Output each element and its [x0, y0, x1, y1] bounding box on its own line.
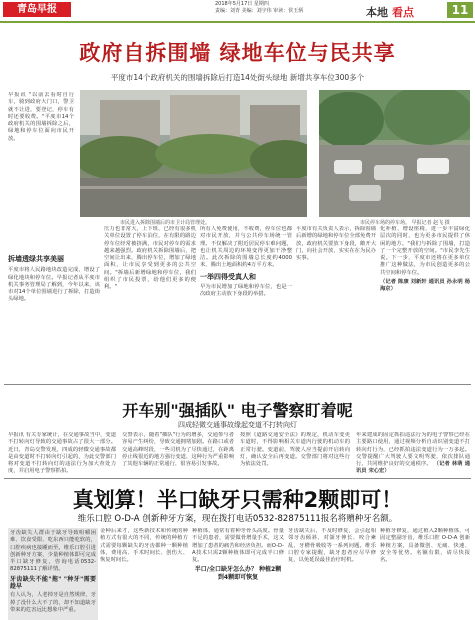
story2-col1: 早报讯 有关专家统计，在交通事故当中，变道不打转向灯导致的交通事故占了很大一部分。近日，青岛交警发现，四成的轻微交通事故都是由变道时不打转向灯引起的，为此交警部门将对变道不打转向灯的违法行为加大查处力度，并启用电子警察抓拍。	[8, 432, 116, 475]
story2-col3: 按照《道路交通安全法》的规定，机动车变更车道时，不得影响相关车道内行驶的机动车的正常行驶。变道前，驾驶人应当提前开启转向灯，确认安全后再变道。交警部门将对这些行为依法处罚。	[240, 432, 350, 468]
story1-col1-lead: 早报讯 "以前去看时自行车，骑到政府大门口，警卫就不让进，要登记，停车有时还要收费。"平度市14个政府机关的围墙拆除之后，绿地和停车位面向市民开放。	[8, 92, 74, 142]
story1-col5-body: 化补植、增设座椅，进一步丰富绿化层次的同时，也为更多市民提供了休闲的地方。"我们与拆除了围墙，打造了一个完整开放的空间。"市民李先生说。下一步，平度市还将在更多单位推广这种做法，为市民创造更多的公共空间和停车位。	[380, 226, 470, 276]
story1-subhead: 平度市14个政府机关的围墙拆除后打造14处街头绿地 新增共享车位300多个	[110, 73, 365, 82]
story1-col3-body2: 早为市民增加了绿地和停车位，也是一次政府主动放下身段的举措。	[200, 284, 292, 298]
story1-photo1-caption: 市民进入拆除围墙后的市卫计局管理处。	[120, 220, 211, 226]
story1-col2: 压力也非常大，上下班，已经有很多机关单位设置了停车泊位，在有限的路边停车位经常被挤满，市民对停车的需求越来越强烈。政府机关拆除围墙后，把空间让出来，腾出停车位，增加了绿地面积，让市民享受到更多的公共空间。"拆墙后新增绿地和停车位，我们组织了市民投票，给他们更多的便利。"	[104, 226, 196, 291]
story3-col5: 种植牙修复，通过植入2颗种植体，可固定整副牙齿，维乐口腔 O-D-A 创新种植方案，具备微创、无痛、快速、安全等优势。名额有限，请尽快报名。	[380, 528, 470, 564]
editor-line: 责编：刘青 美编：刘宇伟 审读：侯玉炳	[215, 8, 304, 14]
story1-photo-park	[80, 90, 307, 217]
masthead	[0, 0, 475, 20]
header-divider	[0, 21, 475, 23]
park-photo-illustration	[80, 90, 307, 217]
story1-photo2-caption: 市民停车场的停车场。 早报记者 赵飞 摄	[360, 220, 450, 226]
story1-section-heading-2: 一举四得受真人和	[200, 272, 256, 281]
story1-col4: 平度市有关负责人表示，拆除围墙后新增的绿地和停车位全部免费开放，政府机关要放下身段，敞开大门，向社会开放，实实在在为民办实事。	[296, 226, 376, 262]
story2-col4	[356, 432, 470, 476]
story1-headline: 政府自拆围墙 绿地车位与民共享	[79, 41, 396, 65]
story3-box-text: 牙齿缺失人群由于缺牙导致咀嚼困难、饮食受限、吃东西只能吃软的，口腔疾病也接踵而至。维乐口腔引进创新种牙方案，少量种植体即可完成半口缺牙修复，咨询电话0532-82875111了解详情。	[10, 530, 96, 573]
story1-col1-body: 平度市将人民路地块改造完成，增设了绿化地块和停车位。早报记者从平度市机关事务管理局了解到，今年以来，该市对14个单位围墙进行了拆除，打造街头绿地。	[8, 267, 100, 303]
story1-col1	[8, 226, 100, 371]
story1-photo-parking	[319, 90, 470, 217]
story-divider-1	[4, 384, 471, 385]
newspaper-logo: 青岛早报	[3, 2, 71, 17]
story3-col4: 牙齿缺失后，不及时修复，会引起相邻牙齿倾斜、对颌牙伸长、咬合紊乱、牙槽骨吸收等一系列问题。维乐口腔专家提醒，缺牙患者应尽早修复，以免延误最佳治疗时机。	[288, 528, 376, 564]
story3-section-heading: 半口/全口缺牙怎么办？ 种植2颗到4颗即可恢复	[194, 566, 282, 581]
section-accent: 看点	[392, 6, 414, 19]
story3-box-body: 有人认为，人老掉牙是自然规律，牙掉了没什么大不了的，却不知道缺牙带来的危害远比想象中严重。	[10, 592, 96, 613]
story3-subhead: 维乐口腔 O-D-A 创新种牙方案，现在拨打电话0532-82875111报名将赠种牙名额。	[77, 514, 398, 524]
story3-col3-body: 种植体，通常有着种牙骨头高度。骨量不足的患者，需要做骨增量手术，这又增加了患者的痛苦和经济负担。而O-D-A技术只需2颗种植体即可完成半口修复。	[192, 528, 284, 564]
story3-box-heading: 牙齿缺失不能"拖" "种牙"需要趁早	[10, 575, 96, 591]
masthead-meta	[215, 1, 303, 15]
story3-col2: 金种后来才，这些新技术和传统的种植方式有很大的不同，传统的种植方式需要每颗缺失的牙齿都种一颗种植体，费用高、手术时间长、创伤大、恢复时间长。	[100, 528, 188, 564]
story3-sidebar-box	[8, 528, 98, 620]
story2-col2: 交警表示，随着"插队"行为的增多，交通参与者容易产生纠纷，导致交通拥堵加剧。在路口或者交通高峰时段，一些司机为了尽快通过，在距离停止线很近的地方强行变道，这种行为严重影响了其他车辆的正常通行，很容易引发事故。	[122, 432, 234, 468]
page-number: 11	[447, 2, 473, 18]
date-line: 2018年5月17日 星期四	[215, 1, 269, 7]
story1-col3	[200, 226, 292, 371]
story1-byline: （记者 陈康 刘新轩 通讯员 孙永明 杨海京）	[380, 279, 470, 293]
story1-section-heading-1: 拆墙透绿共享美丽	[8, 255, 64, 263]
story2-byline: （记者 林萌 通讯员 宋心宏）	[356, 461, 470, 475]
story2-headline: 开车别"强插队" 电子警察盯着呢	[122, 401, 353, 420]
section-name: 本地	[366, 6, 388, 19]
story3-col3	[192, 528, 284, 616]
story1-col3-body: 所有人免费使用，不收费，停车位也都对市民开放，并与公共停车场统一管理。不仅解决了附近居民停车难问题，也让机关周边的环境变得更加干净整洁。此次拆除的围墙总长度约4000米，腾出土地面积约4万平方米。	[200, 226, 292, 269]
story1-col5	[380, 226, 470, 371]
story3-headline: 真划算！半口缺牙只需种2颗即可！	[72, 488, 403, 512]
story2-col4-body: 年来建成的固定抓拍违法行为的电子警察已经在主要路口使用，通过视频分析自动识别变道不打转向灯行为，已经抓拍违法变道行为一万多起。交警提醒广大驾驶人要文明驾驶，依次排队通行，共同维护良好的交通秩序。	[356, 432, 470, 468]
story-divider-2	[4, 478, 471, 479]
parking-photo-illustration	[319, 90, 470, 217]
story2-subhead: 四成轻微交通事故缘起变道不打转向灯	[178, 421, 297, 429]
